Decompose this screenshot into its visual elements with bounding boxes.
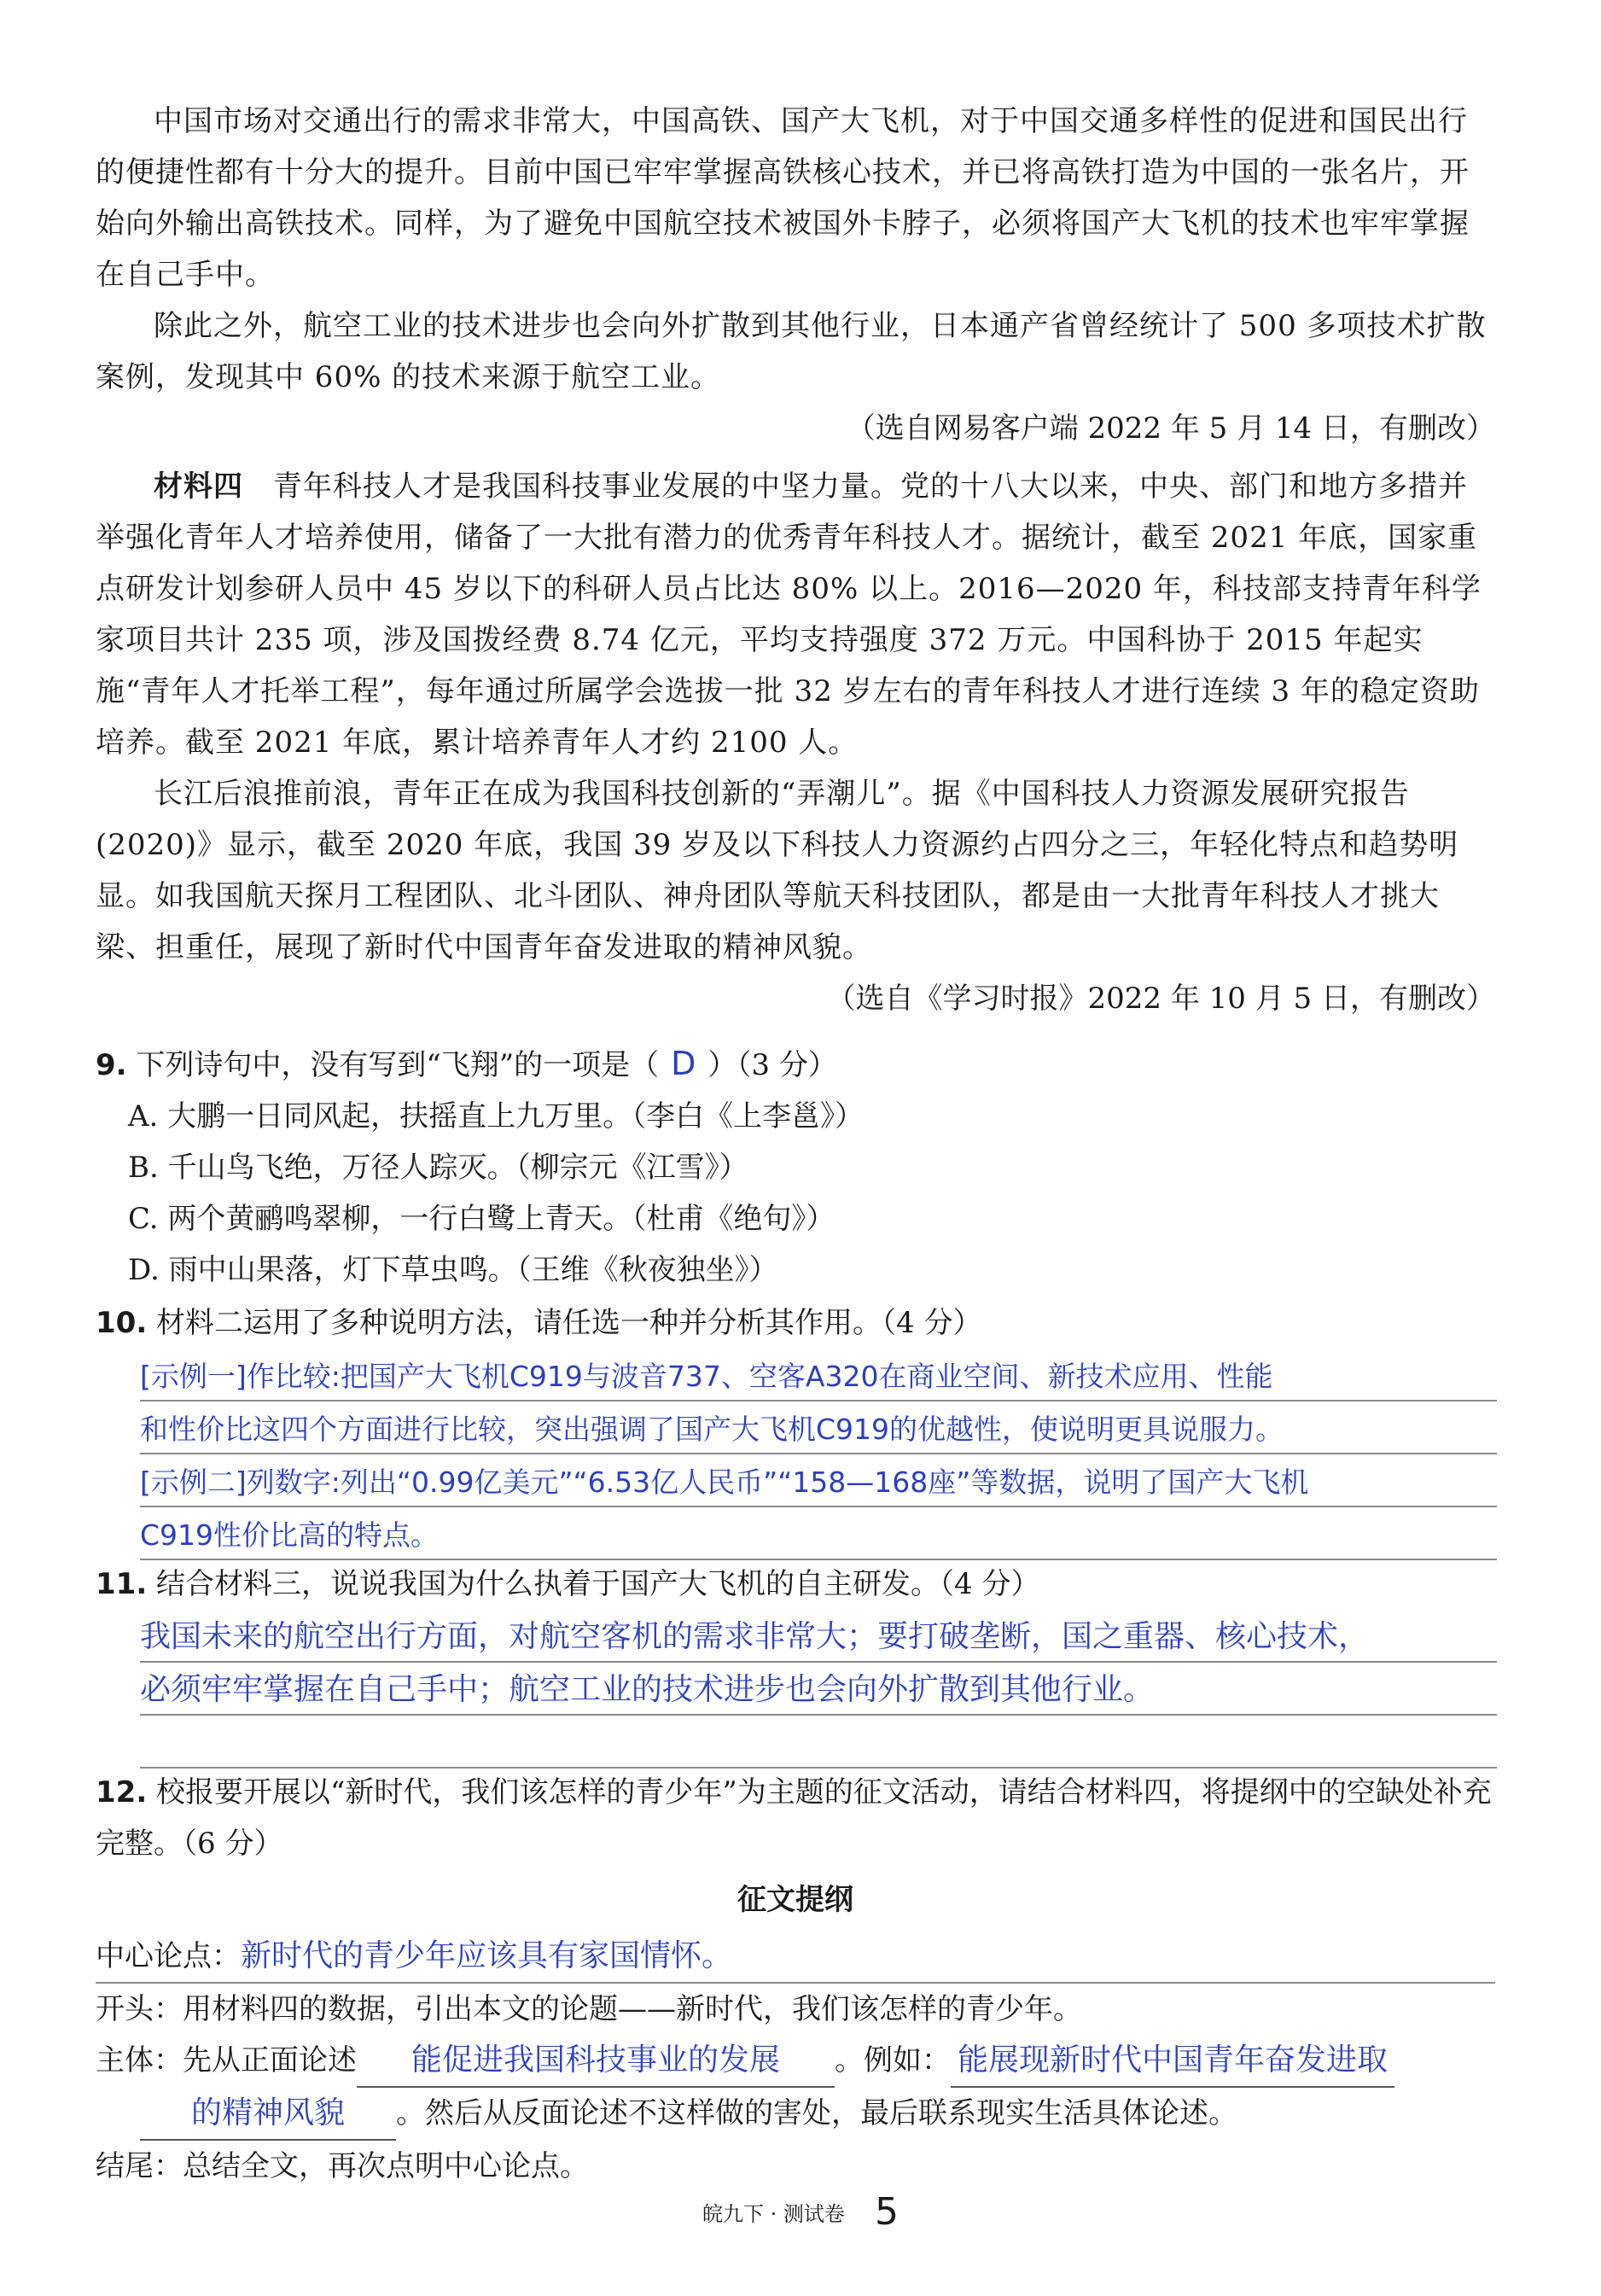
question-10-stem: [96, 1297, 1495, 1349]
question-10-answer-text-4: C919性价比高的特点。: [140, 1518, 440, 1552]
material-three-paragraph-1: 中国市场对交通出行的需求非常大，中国高铁、国产大飞机，对于中国交通多样性的促进和国民出行的便捷性都有十分大的提升。目前中国已牢牢掌握高铁核心技术，并已将高铁打造为中国的一张名片，开始向外输出高铁技术。同样，为了避免中国航空技术被国外卡脖子，必须将国产大飞机的技术也牢牢掌握在自己手中。: [96, 104, 1470, 292]
question-11-answer-line-3: [140, 1716, 1497, 1769]
outline-body-answer-2a: 能展现新时代中国青年奋发进取: [951, 2035, 1394, 2088]
question-9-option-b: B. 千山鸟飞绝，万径人踪灭。（柳宗元《江雪》）: [128, 1151, 748, 1185]
page-number: 5: [874, 2190, 899, 2234]
question-11: [96, 1559, 1495, 1769]
material-four-label: 材料四: [154, 469, 243, 504]
outline-center-answer: 新时代的青少年应该具有家国情怀。: [241, 1938, 733, 1973]
question-12-number: 12.: [96, 1775, 148, 1809]
question-10-answer-text-1: [示例一]作比较:把国产大飞机C919与波音737、空客A320在商业空间、新技术应用、性能: [140, 1360, 1273, 1393]
page-footer: [0, 2190, 1601, 2234]
question-10-answer-line-2: [140, 1401, 1497, 1454]
question-10-answer-text-2: 和性价比这四个方面进行比较，突出强调了国产大飞机C919的优越性，使说明更具说服力。: [140, 1413, 1284, 1446]
question-9-option-d: D. 雨中山果落，灯下草虫鸣。（王维《秋夜独坐》）: [128, 1253, 778, 1287]
question-11-answer-text-2: 必须牢牢掌握在自己手中；航空工业的技术进步也会向外扩散到其他行业。: [140, 1672, 1155, 1707]
material-three-section: [96, 96, 1495, 454]
outline-body: [96, 2035, 1495, 2088]
question-9-stem-after: ）（3 分）: [707, 1048, 837, 1082]
question-9: [96, 1038, 1495, 1296]
outline-center-argument: [96, 1931, 1495, 1984]
question-10-answer-line-4: [140, 1507, 1497, 1560]
material-three-paragraph-2: 除此之外，航空工业的技术进步也会向外扩散到其他行业，日本通产省曾经统计了 500 多项技术扩散案例，发现其中 60% 的技术来源于航空工业。: [96, 309, 1487, 394]
outline-body-label: 主体：先从正面论述: [96, 2043, 357, 2077]
question-11-stem-text: 结合材料三，说说我国为什么执着于国产大飞机的自主研发。（4 分）: [156, 1567, 1040, 1601]
outline-body-answer-1: 能促进我国科技事业的发展: [357, 2035, 835, 2088]
footer-text: 皖九下 · 测试卷: [702, 2202, 845, 2226]
outline-body-tail: 。然后从反面论述不这样做的害处，最后联系现实生活具体论述。: [396, 2096, 1237, 2130]
question-11-answer-line-1: [140, 1610, 1497, 1663]
question-11-answer-text-1: 我国未来的航空出行方面，对航空客机的需求非常大；要打破垄断，国之重器、核心技术，: [140, 1619, 1370, 1654]
question-10: [96, 1297, 1495, 1560]
question-11-number: 11.: [96, 1567, 148, 1601]
outline-body-mid: 。例如：: [835, 2043, 951, 2077]
outline-body-answer-2b: 的精神风貌: [140, 2088, 396, 2141]
material-four-paragraph-2: 长江后浪推前浪，青年正在成为我国科技创新的“弄潮儿”。据《中国科技人力资源发展研究报告(2020)》显示，截至 2020 年底，我国 39 岁及以下科技人力资源约占四分之三，年轻化特点和趋势明显。如我国航天探月工程团队、北斗团队、神舟团队等航天科技团队，都是由一大批青年科技人才挑大梁、担重任，展现了新时代中国青年奋发进取的精神风貌。: [96, 777, 1459, 964]
question-9-option-a: A. 大鹏一日同风起，扶摇直上九万里。（李白《上李邕》）: [128, 1099, 865, 1133]
outline-body-continued: [96, 2088, 1495, 2141]
material-four-text-1: 青年科技人才是我国科技事业发展的中坚力量。党的十八大以来，中央、部门和地方多措并举强化青年人才培养使用，储备了一大批有潜力的优秀青年科技人才。据统计，截至 2021 年底，国家重点研发计划参研人员中 45 岁以下的科研人员占比达 80% 以上。2016—2020 年，科技部支持青年科学家项目共计 235 项，涉及国拨经费 8.74 亿元，平均支持强度 372 万元。中国科协于 2015 年起实施“青年人才托举工程”，每年通过所属学会选拔一批 32 岁左右的青年科技人才进行连续 3 年的稳定资助培养。截至 2021 年底，累计培养青年人才约 2100 人。: [96, 469, 1482, 760]
question-9-option-c: C. 两个黄鹂鸣翠柳，一行白鹭上青天。（杜甫《绝句》）: [128, 1202, 835, 1236]
outline-ending: 结尾：总结全文，再次点明中心论点。: [96, 2149, 589, 2183]
outline-title: 征文提纲: [737, 1883, 853, 1917]
question-11-stem: [96, 1559, 1495, 1610]
question-12: [96, 1767, 1495, 2192]
question-12-stem-text: 校报要开展以“新时代，我们该怎样的青少年”为主题的征文活动，请结合材料四，将提纲中的空缺处补充完整。（6 分）: [96, 1775, 1492, 1861]
question-10-answer-line-1: [140, 1349, 1497, 1401]
question-12-stem: [96, 1767, 1495, 1869]
material-three-source: （选自网易客户端 2022 年 5 月 14 日，有删改）: [846, 411, 1495, 446]
material-four-paragraph-1: [96, 461, 1495, 768]
question-9-stem-before: 下列诗句中，没有写到“飞翔”的一项是（: [136, 1048, 660, 1082]
question-10-answer-line-3: [140, 1454, 1497, 1507]
outline-center-label: 中心论点：: [96, 1939, 241, 1973]
material-four-source: （选自《学习时报》2022 年 10 月 5 日，有删改）: [826, 982, 1495, 1016]
outline-opening: 开头：用材料四的数据，引出本文的论题——新时代，我们该怎样的青少年。: [96, 1992, 1082, 2026]
material-four-section: [96, 461, 1495, 1024]
question-9-stem: [96, 1038, 1495, 1091]
question-10-number: 10.: [96, 1306, 148, 1340]
question-10-answer-text-3: [示例二]列数字:列出“0.99亿美元”“6.53亿人民币”“158—168座”等数据，说明了国产大飞机: [140, 1466, 1309, 1499]
question-11-answer-line-2: [140, 1663, 1497, 1716]
question-9-answer: D: [671, 1045, 696, 1082]
question-9-number: 9.: [96, 1048, 127, 1082]
question-10-stem-text: 材料二运用了多种说明方法，请任选一种并分析其作用。（4 分）: [156, 1306, 982, 1340]
